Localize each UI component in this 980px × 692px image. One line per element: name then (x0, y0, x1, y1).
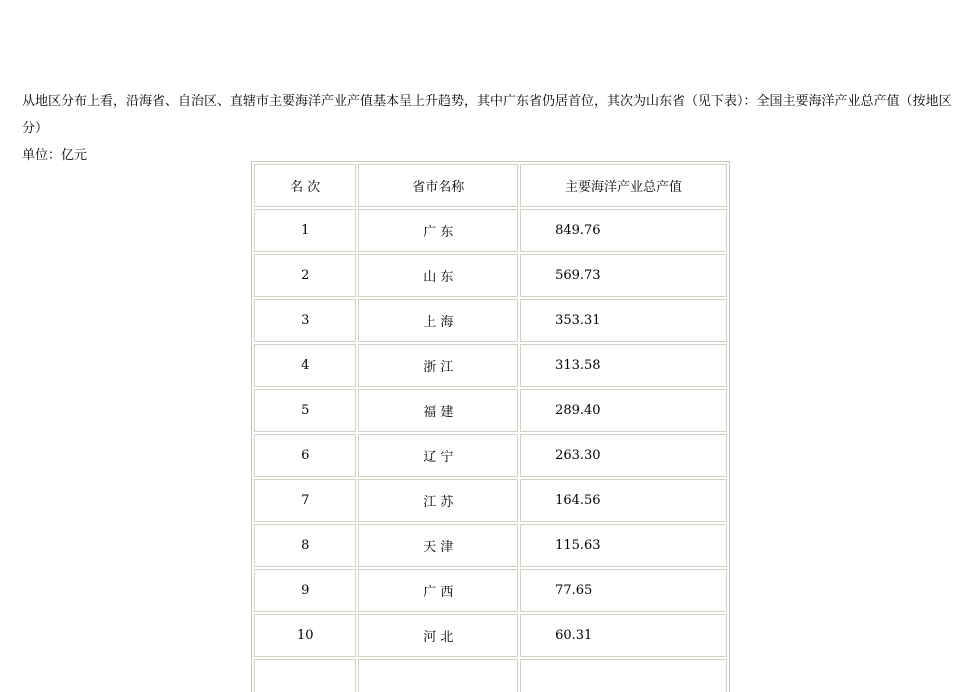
rank-cell: 7 (254, 479, 356, 522)
intro-paragraph: 从地区分布上看，沿海省、自治区、直辖市主要海洋产业产值基本呈上升趋势，其中广东省仍居首位，其次为山东省（见下表）：全国主要海洋产业总产值（按地区分） (22, 94, 952, 136)
header-province: 省市名称 (358, 164, 518, 207)
table-container (251, 161, 730, 692)
table-row (254, 479, 727, 522)
output-cell: 313.58 (520, 344, 727, 387)
province-cell: 广 东 (358, 209, 518, 252)
province-cell (358, 659, 518, 692)
table-row (254, 254, 727, 297)
province-cell: 河 北 (358, 614, 518, 657)
header-output: 主要海洋产业总产值 (520, 164, 727, 207)
province-cell: 广 西 (358, 569, 518, 612)
table-row (254, 659, 727, 692)
output-cell: 77.65 (520, 569, 727, 612)
table-header-row (254, 164, 727, 207)
header-rank: 名 次 (254, 164, 356, 207)
province-cell: 浙 江 (358, 344, 518, 387)
table-row (254, 299, 727, 342)
rank-cell: 10 (254, 614, 356, 657)
output-cell: 569.73 (520, 254, 727, 297)
rank-cell: 1 (254, 209, 356, 252)
rank-cell: 6 (254, 434, 356, 477)
province-cell: 山 东 (358, 254, 518, 297)
rank-cell: 5 (254, 389, 356, 432)
table-row (254, 524, 727, 567)
rank-cell: 4 (254, 344, 356, 387)
table-row (254, 209, 727, 252)
table-row (254, 389, 727, 432)
industry-output-table (251, 161, 730, 692)
rank-cell: 3 (254, 299, 356, 342)
output-cell: 353.31 (520, 299, 727, 342)
unit-label: 单位：亿元 (22, 148, 88, 163)
table-row (254, 614, 727, 657)
table-row (254, 434, 727, 477)
rank-cell: 2 (254, 254, 356, 297)
output-cell: 849.76 (520, 209, 727, 252)
rank-cell: 8 (254, 524, 356, 567)
table-row (254, 344, 727, 387)
rank-cell (254, 659, 356, 692)
output-cell: 289.40 (520, 389, 727, 432)
province-cell: 天 津 (358, 524, 518, 567)
province-cell: 江 苏 (358, 479, 518, 522)
province-cell: 福 建 (358, 389, 518, 432)
province-cell: 上 海 (358, 299, 518, 342)
output-cell: 164.56 (520, 479, 727, 522)
rank-cell: 9 (254, 569, 356, 612)
output-cell (520, 659, 727, 692)
output-cell: 115.63 (520, 524, 727, 567)
output-cell: 60.31 (520, 614, 727, 657)
province-cell: 辽 宁 (358, 434, 518, 477)
table-row (254, 569, 727, 612)
output-cell: 263.30 (520, 434, 727, 477)
